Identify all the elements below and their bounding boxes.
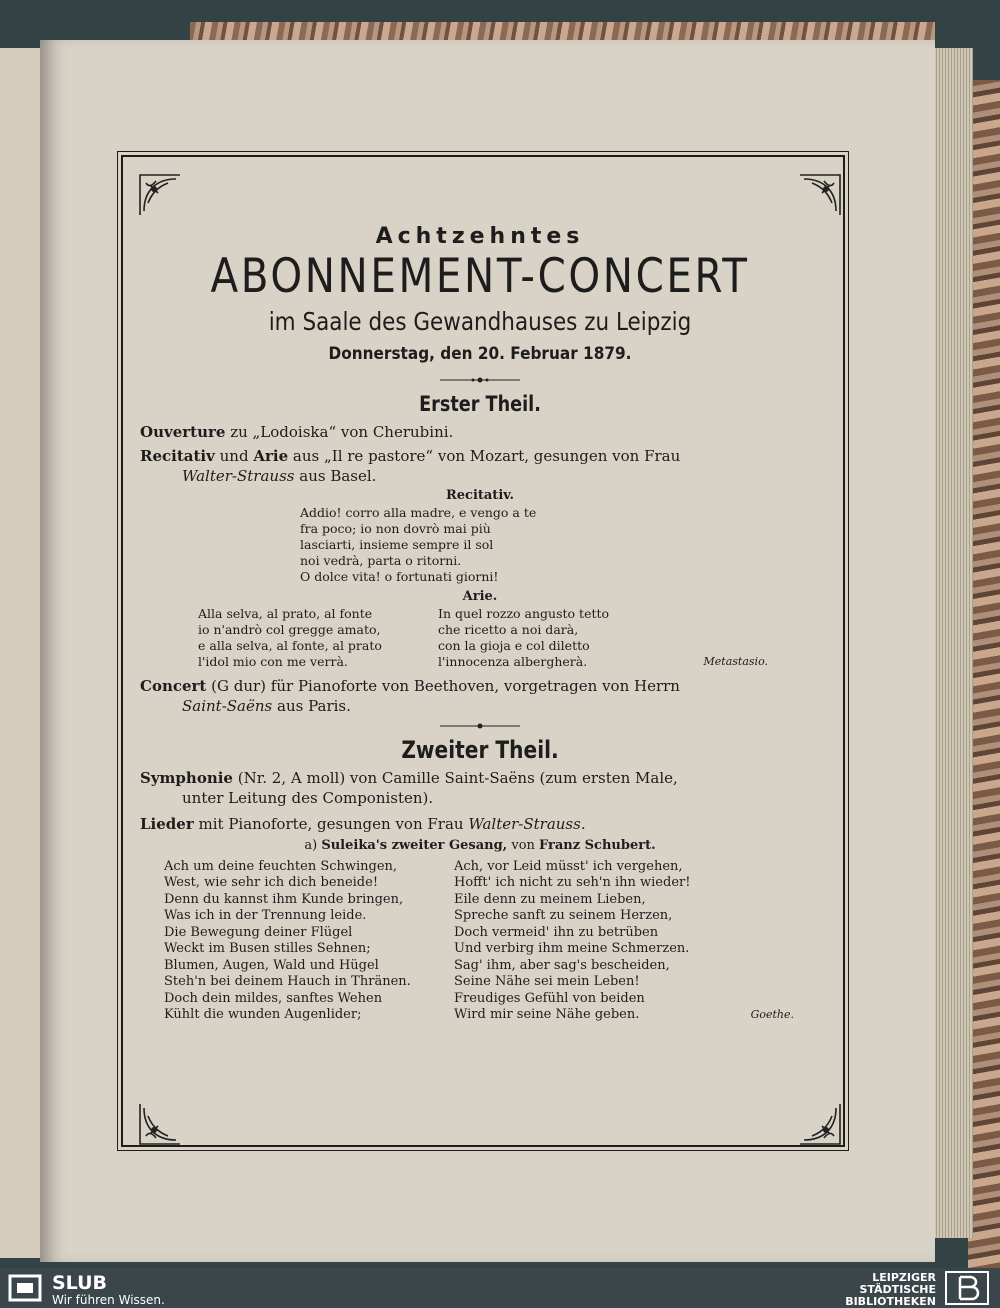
verse-line: Freudiges Gefühl von beiden xyxy=(454,990,645,1006)
recitativ-text: aus „Il re pastore“ von Mozart, gesungen von Frau xyxy=(292,446,681,465)
concert-text: (G dur) für Pianoforte von Beethoven, vorgetragen von Herrn xyxy=(211,676,680,695)
document-page xyxy=(40,40,935,1262)
verse-line: Alla selva, al prato, al fonte xyxy=(198,605,373,621)
verse-line: Sag' ihm, aber sag's bescheiden, xyxy=(454,957,670,973)
verse-line: Und verbirg ihm meine Schmerzen. xyxy=(454,941,690,957)
verse-line: Denn du kannst ihm Kunde bringen, xyxy=(164,891,404,907)
part2-heading: Zweiter Theil. xyxy=(401,735,559,764)
venue: im Saale des Gewandhauses zu Leipzig xyxy=(268,306,692,336)
viewer-footer xyxy=(0,1268,1000,1308)
verse-line: Spreche sanft zu seinem Herzen, xyxy=(454,908,673,924)
recitativ-und: und xyxy=(219,446,249,465)
concert-soloist-line xyxy=(140,696,820,716)
verse-line: Blumen, Augen, Wald und Hügel xyxy=(164,957,379,973)
symphonie-label: Symphonie xyxy=(140,768,233,787)
song-title-line xyxy=(140,838,820,853)
library-name[interactable] xyxy=(845,1272,936,1308)
concert-entry xyxy=(140,676,820,696)
verse-line: Ach um deine feuchten Schwingen, xyxy=(164,858,398,874)
singer-origin: aus Basel. xyxy=(299,466,377,485)
verse-line: West, wie sehr ich dich beneide! xyxy=(164,875,379,891)
edition-label: Achtzehntes xyxy=(375,224,585,249)
verse-line: Wird mir seine Nähe geben. xyxy=(454,1007,640,1023)
concert-date: Donnerstag, den 20. Februar 1879. xyxy=(328,343,632,364)
verse-line: e alla selva, al fonte, al prato xyxy=(198,637,382,653)
left-leaf xyxy=(0,48,40,1258)
verse-line: In quel rozzo angusto tetto xyxy=(438,605,610,621)
lieder-singer: Walter-Strauss. xyxy=(468,814,586,833)
verse-line: con la gioja e col diletto xyxy=(438,637,590,653)
concert-label: Concert xyxy=(140,676,207,695)
corner-ornament-icon xyxy=(138,1102,182,1146)
slub-name[interactable]: SLUB xyxy=(52,1272,108,1294)
slub-logo-icon[interactable] xyxy=(8,1272,42,1304)
verse-line: Eile denn zu meinem Lieben, xyxy=(454,891,646,907)
verse-line: che ricetto a noi darà, xyxy=(438,621,579,637)
lieder-label: Lieder xyxy=(140,814,194,833)
recitativ-singer-line xyxy=(140,466,820,486)
programme-content xyxy=(140,170,820,1024)
verse-line: Ach, vor Leid müsst' ich vergehen, xyxy=(454,858,683,874)
song-composer: Franz Schubert. xyxy=(539,837,656,853)
verse-line: Kühlt die wunden Augenlider; xyxy=(164,1007,362,1023)
verse-line: Weckt im Busen stilles Sehnen; xyxy=(164,941,371,957)
verse-line: Addio! corro alla madre, e vengo a te xyxy=(300,504,537,520)
recitativ-entry xyxy=(140,446,820,466)
lieder-text: mit Pianoforte, gesungen von Frau xyxy=(198,814,464,833)
recit-heading: Recitativ. xyxy=(445,487,515,503)
verse-line: l'innocenza albergherà. xyxy=(438,653,588,669)
verse-line: Doch vermeid' ihn zu betrüben xyxy=(454,924,659,940)
divider-ornament-icon xyxy=(440,722,520,730)
verse-line: fra poco; io non dovrò mai più xyxy=(300,520,491,536)
suleika-verse xyxy=(140,859,820,1024)
ouverture-label: Ouverture xyxy=(140,422,226,441)
corner-ornament-icon xyxy=(798,1102,842,1146)
verse-line: Was ich in der Trennung leide. xyxy=(164,908,367,924)
soloist-name: Saint-Saëns xyxy=(182,696,273,715)
library-line: LEIPZIGER xyxy=(872,1271,936,1284)
ouverture-text: zu „Lodoiska“ von Cherubini. xyxy=(230,422,454,441)
library-line: BIBLIOTHEKEN xyxy=(845,1295,936,1308)
library-logo-icon[interactable] xyxy=(944,1270,990,1306)
verse-line: lasciarti, insieme sempre il sol xyxy=(300,536,494,552)
page-title: ABONNEMENT-CONCERT xyxy=(210,249,750,304)
verse-line: Doch dein mildes, sanftes Wehen xyxy=(164,990,383,1006)
verse-line: io n'andrò col gregge amato, xyxy=(198,621,381,637)
verse-line: noi vedrà, parta o ritorni. xyxy=(300,552,462,568)
singer-name: Walter-Strauss xyxy=(182,466,295,485)
symphonie-text: (Nr. 2, A moll) von Camille Saint-Saëns (zum ersten Male, xyxy=(237,768,678,787)
verse-line: l'idol mio con me verrà. xyxy=(198,653,348,669)
symphonie-cont: unter Leitung des Componisten). xyxy=(182,788,434,807)
song-title: Suleika's zweiter Gesang, xyxy=(321,837,508,853)
verse-line: O dolce vita! o fortunati giorni! xyxy=(300,568,499,584)
arie-label: Arie xyxy=(253,446,289,465)
arie-heading: Arie. xyxy=(462,588,498,604)
song-by: von xyxy=(511,837,535,853)
recitativ-label: Recitativ xyxy=(140,446,215,465)
verse-author: Goethe. xyxy=(750,1008,794,1022)
soloist-origin: aus Paris. xyxy=(277,696,351,715)
verse-line: Hofft' ich nicht zu seh'n ihn wieder! xyxy=(454,875,691,891)
recit-verse xyxy=(140,505,820,585)
verse-line: Seine Nähe sei mein Leben! xyxy=(454,974,640,990)
ouverture-entry xyxy=(140,422,820,442)
divider-ornament-icon xyxy=(440,376,520,384)
verse-line: Die Bewegung deiner Flügel xyxy=(164,924,353,940)
song-prefix: a) xyxy=(304,837,318,853)
library-line: STÄDTISCHE xyxy=(859,1283,936,1296)
part1-heading: Erster Theil. xyxy=(419,391,541,416)
verse-line: Steh'n bei deinem Hauch in Thränen. xyxy=(164,974,411,990)
symphonie-entry xyxy=(140,768,820,788)
arie-author: Metastasio. xyxy=(703,654,768,668)
slub-tagline: Wir führen Wissen. xyxy=(52,1293,165,1307)
lieder-entry xyxy=(140,814,820,834)
arie-verse xyxy=(140,606,820,670)
